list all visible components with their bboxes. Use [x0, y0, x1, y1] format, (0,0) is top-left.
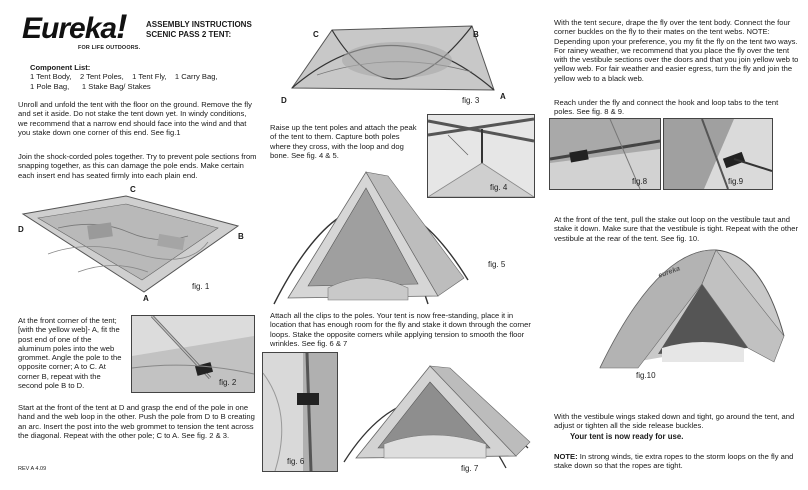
step-join: Join the shock-corded poles together. Try to prevent pole sections from snapping together, as this can damage the pole ends. Make certain each insert end has seated firmly into each plain end.: [18, 152, 257, 180]
step-unroll: Unroll and unfold the tent with the floor on the ground. Remove the fly and set it aside. Do not stake the tent down yet. In windy conditions, we recommend that a narrow end should face into the wind and that you stake down one corner of this end. See fig.1: [18, 100, 252, 137]
component-list-line-2: 1 Pole Bag, 1 Stake Bag/ Stakes: [30, 81, 151, 91]
component-list: [30, 63, 260, 91]
step-drape: With the tent secure, drape the fly over the tent body. Connect the four corner buckles on the fly to their mates on the tent webs. NOTE: Depending upon your preference, you my fit the fly on the tent two ways. For rainey weather, we recommend that you place the fly over the tent with the vestibule sections over the doors and that you join yellow web to yellow web. For fair weather and easier egress, turn the fly and join the yellow web to a black web.: [554, 18, 799, 83]
ready-message: Your tent is now ready for use.: [570, 432, 684, 441]
brand-name: Eureka: [22, 12, 117, 45]
brand-logo: [22, 8, 126, 47]
fig3-caption: fig. 3: [462, 96, 480, 105]
fig3-label-a: A: [500, 92, 506, 101]
fig6-illustration: [262, 352, 338, 472]
fig3-label-d: D: [281, 96, 287, 105]
component-list-heading: Component List:: [30, 63, 91, 72]
fig1-label-c: C: [130, 185, 136, 194]
brand-tagline: FOR LIFE OUTDOORS.: [78, 45, 141, 51]
fig4-caption: fig. 4: [490, 183, 508, 192]
step-reach: Reach under the fly and connect the hook and loop tabs to the tent poles. See fig. 8 & 9.: [554, 98, 779, 117]
step-start: Start at the front of the tent at D and grasp the end of the pole in one hand and the web loop in the other. Push the pole from D to B creating an arc. Insert the post into the web grommet to tension the tent across the diagonal. Repeat with the other pole; C to A. See fig. 2 & 3.: [18, 403, 255, 440]
step-front-corner: At the front corner of the tent; [with the yellow web]- A, fit the post end of one of the aluminum poles into the web grommet. Angle the pole to the opposite corner; A to C. At corner B, repeat with the second pole B to D.: [18, 316, 122, 391]
fig5-illustration: [268, 158, 474, 308]
revision: REV A 4.09: [18, 466, 47, 472]
fig6-caption: fig. 6: [287, 457, 305, 466]
fig9-caption: fig.9: [728, 177, 744, 186]
brand-mark: !: [116, 8, 127, 46]
fig10-brand: eureka: [657, 265, 682, 280]
component-list-line-1: 1 Tent Body, 2 Tent Poles, 1 Tent Fly, 1 Carry Bag,: [30, 72, 218, 82]
fig7-illustration: [340, 352, 534, 470]
fig5-caption: fig. 5: [488, 260, 506, 269]
fig3-label-c: C: [313, 30, 319, 39]
fig1-label-b: B: [238, 232, 244, 241]
fig7-caption: fig. 7: [461, 464, 479, 473]
fig10-caption: fig.10: [636, 371, 656, 380]
step-wings: With the vestibule wings staked down and tight, go around the tent, and adjust or tighten all the side release buckles.: [554, 412, 795, 431]
fig3-label-b: B: [473, 30, 479, 39]
fig1-label-a: A: [143, 294, 149, 303]
page-title: [146, 20, 252, 39]
title-line-2: SCENIC PASS 2 TENT:: [146, 29, 232, 39]
fig9-illustration: [663, 118, 773, 190]
note: [554, 452, 800, 471]
step-front-stake: At the front of the tent, pull the stake out loop on the vestibule taut and stake it down. Make sure that the vestibule is tight. Repeat with the other vestibule at the rear of the tent. See fig. 10.: [554, 215, 798, 243]
fig1-label-d: D: [18, 225, 24, 234]
note-text: In strong winds, tie extra ropes to the storm loops on the fly and stake down so that the ropes are tight.: [554, 452, 794, 471]
fig8-caption: fig.8: [632, 177, 648, 186]
fig2-illustration: [131, 315, 255, 393]
fig1-caption: fig. 1: [192, 282, 210, 291]
fig2-caption: fig. 2: [219, 378, 237, 387]
fig1-illustration: [18, 184, 253, 302]
title-line-1: ASSEMBLY INSTRUCTIONS: [146, 20, 252, 29]
fig10-illustration: [598, 244, 788, 376]
note-label: NOTE:: [554, 452, 578, 461]
step-attach: Attach all the clips to the poles. Your tent is now free-standing, place it in location that has enough room for the fly and stake it down through the corner loops. Stake the opposite corners while applying tension to smooth the floor wrinkles. See fig. 6 & 7: [270, 311, 531, 348]
step-raise: Raise up the tent poles and attach the peak of the tent to them. Capture both poles where they cross, with the loop and dog bone. See fig. 4 & 5.: [270, 123, 417, 160]
